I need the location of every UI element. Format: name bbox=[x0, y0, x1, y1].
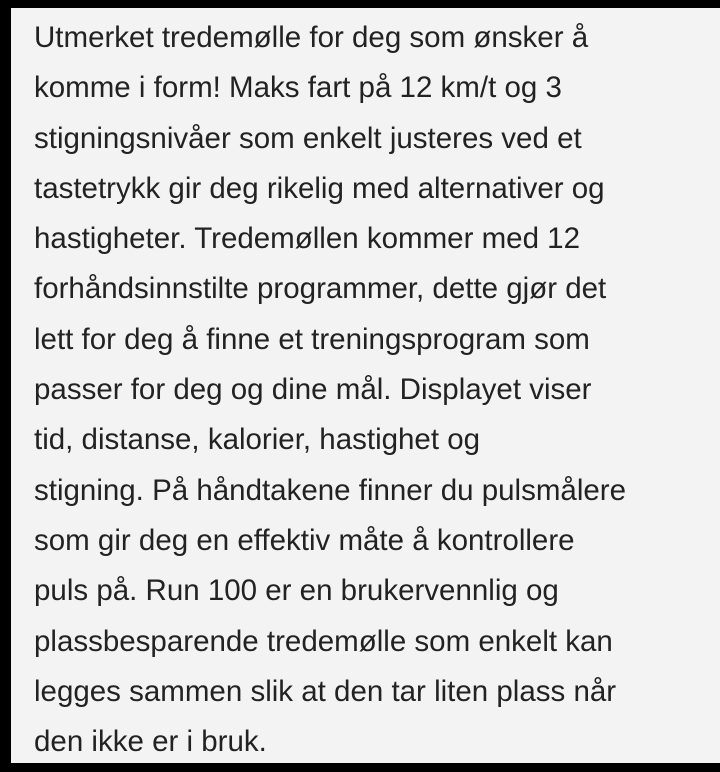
description-line: tid, distanse, kalorier, hastighet og bbox=[34, 423, 481, 457]
text-panel bbox=[11, 8, 720, 763]
description-line: komme i form! Maks fart på 12 km/t og 3 bbox=[34, 71, 562, 105]
description-line: plassbesparende tredemølle som enkelt kan bbox=[34, 624, 613, 658]
description-line: puls på. Run 100 er en brukervennlig og bbox=[34, 574, 559, 608]
description-line: stigning. På håndtakene finner du pulsmålere bbox=[34, 473, 627, 507]
description-line: legges sammen slik at den tar liten plass når bbox=[34, 674, 617, 708]
description-line: forhåndsinnstilte programmer, dette gjør det bbox=[34, 272, 607, 306]
product-description bbox=[34, 13, 714, 767]
description-line: stigningsnivåer som enkelt justeres ved et bbox=[34, 121, 582, 155]
description-line: som gir deg en effektiv måte å kontrollere bbox=[34, 523, 575, 557]
description-line: den ikke er i bruk. bbox=[34, 725, 267, 759]
description-line: tastetrykk gir deg rikelig med alternativer og bbox=[34, 171, 605, 205]
description-line: lett for deg å finne et treningsprogram som bbox=[34, 322, 590, 356]
description-line: passer for deg og dine mål. Displayet viser bbox=[34, 373, 592, 407]
description-line: Utmerket tredemølle for deg som ønsker å bbox=[34, 21, 589, 54]
description-line: hastigheter. Tredemøllen kommer med 12 bbox=[34, 222, 580, 256]
